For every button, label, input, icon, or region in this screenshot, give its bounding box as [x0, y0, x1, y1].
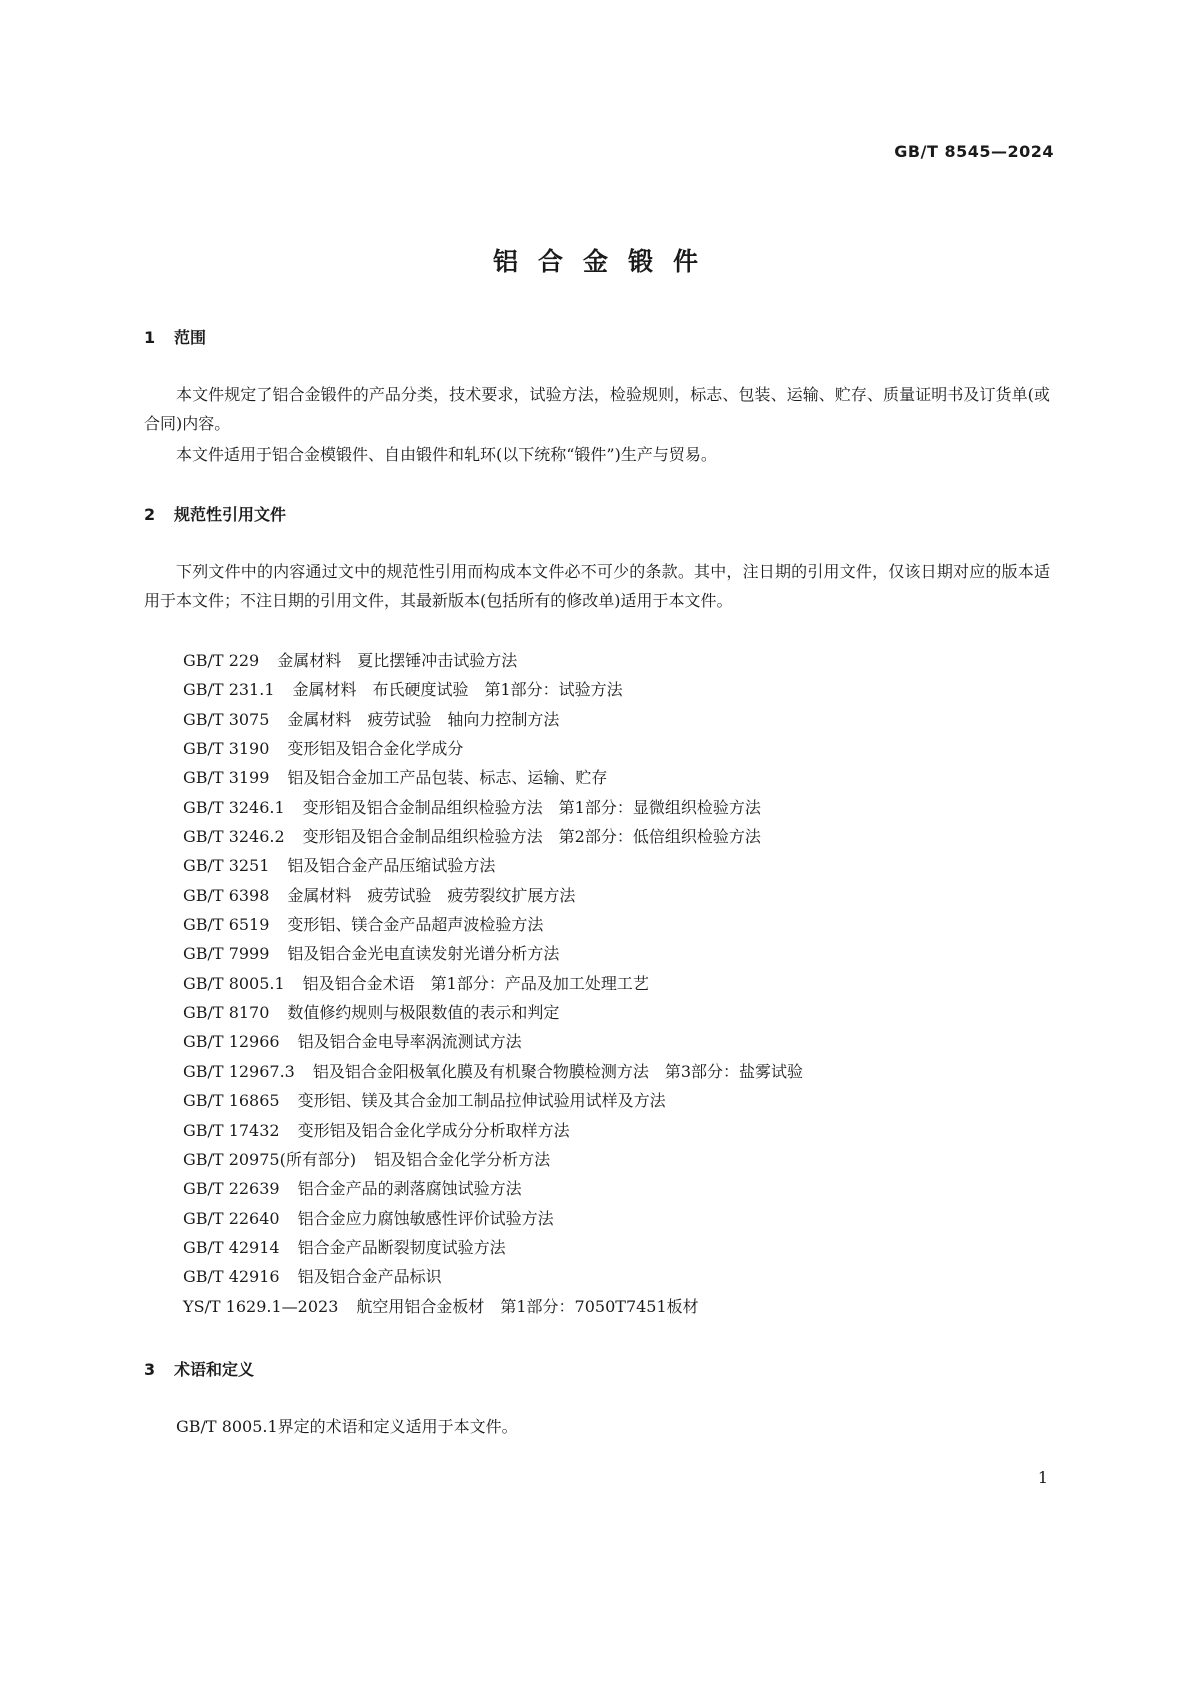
- reference-title: 金属材料 疲劳试验 疲劳裂纹扩展方法: [287, 885, 576, 905]
- reference-title: 变形铝及铝合金制品组织检验方法 第2部分：低倍组织检验方法: [302, 827, 761, 847]
- reference-code: GB/T 12967.3: [183, 1061, 295, 1081]
- reference-item: [183, 910, 803, 939]
- reference-item: [183, 969, 803, 998]
- reference-item: [183, 646, 803, 675]
- reference-title: 铝及铝合金产品压缩试验方法: [287, 856, 496, 876]
- section-heading-scope: [144, 325, 206, 348]
- section-title: 术语和定义: [174, 1360, 255, 1379]
- reference-title: 铝及铝合金加工产品包装、标志、运输、贮存: [287, 768, 608, 788]
- reference-item: [183, 851, 803, 880]
- reference-code: GB/T 3075: [183, 709, 270, 729]
- reference-item: [183, 1057, 803, 1086]
- reference-item: [183, 1262, 803, 1291]
- reference-item: [183, 1027, 803, 1056]
- reference-title: 铝及铝合金光电直读发射光谱分析方法: [287, 944, 560, 964]
- reference-item: [183, 822, 803, 851]
- reference-code: GB/T 6398: [183, 885, 270, 905]
- reference-title: 铝合金应力腐蚀敏感性评价试验方法: [297, 1208, 554, 1228]
- standard-code: GB/T 8545—2024: [894, 142, 1054, 161]
- reference-item: [183, 705, 803, 734]
- reference-code: GB/T 42916: [183, 1267, 280, 1287]
- reference-code: GB/T 17432: [183, 1120, 280, 1140]
- reference-code: GB/T 7999: [183, 944, 270, 964]
- reference-item: [183, 1292, 803, 1321]
- reference-title: 铝及铝合金产品标识: [297, 1267, 442, 1287]
- reference-item: [183, 1086, 803, 1115]
- section-number: 3: [144, 1360, 156, 1379]
- reference-title: 数值修约规则与极限数值的表示和判定: [287, 1003, 560, 1023]
- reference-code: GB/T 42914: [183, 1237, 280, 1257]
- section-title: 规范性引用文件: [174, 505, 287, 524]
- reference-code: GB/T 3246.1: [183, 797, 285, 817]
- document-title: 铝合金锻件: [492, 247, 718, 276]
- reference-code: GB/T 3246.2: [183, 827, 285, 847]
- reference-code: GB/T 12966: [183, 1032, 280, 1052]
- reference-code: GB/T 231.1: [183, 680, 275, 700]
- reference-title: 金属材料 夏比摆锤冲击试验方法: [277, 651, 518, 670]
- references-intro: 下列文件中的内容通过文中的规范性引用而构成本文件必不可少的条款。其中，注日期的引用文件，仅该日期对应的版本适用于本文件；不注日期的引用文件，其最新版本(包括所有的修改单)适用于本文件。: [144, 562, 1050, 610]
- reference-code: GB/T 16865: [183, 1091, 280, 1111]
- reference-list: [183, 646, 803, 1321]
- reference-title: 金属材料 疲劳试验 轴向力控制方法: [287, 709, 560, 729]
- reference-title: 变形铝及铝合金化学成分: [287, 739, 464, 759]
- reference-title: 铝及铝合金术语 第1部分：产品及加工处理工艺: [302, 973, 649, 993]
- terms-paragraph: GB/T 8005.1界定的术语和定义适用于本文件。: [176, 1417, 518, 1436]
- page-number: 1: [1037, 1468, 1048, 1487]
- reference-code: GB/T 3199: [183, 768, 270, 788]
- section-number: 1: [144, 328, 156, 347]
- reference-title: 变形铝、镁及其合金加工制品拉伸试验用试样及方法: [297, 1091, 666, 1111]
- reference-item: [183, 881, 803, 910]
- reference-item: [183, 1116, 803, 1145]
- reference-item: [183, 734, 803, 763]
- section-title: 范围: [174, 328, 207, 347]
- reference-title: 铝及铝合金阳极氧化膜及有机聚合物膜检测方法 第3部分：盐雾试验: [312, 1061, 804, 1081]
- reference-title: 变形铝、镁合金产品超声波检验方法: [287, 915, 544, 935]
- reference-code: GB/T 8170: [183, 1003, 270, 1023]
- reference-code: GB/T 22639: [183, 1179, 280, 1199]
- reference-code: GB/T 22640: [183, 1208, 280, 1228]
- reference-item: [183, 939, 803, 968]
- reference-code: GB/T 3251: [183, 856, 270, 876]
- reference-code: YS/T 1629.1—2023: [183, 1296, 339, 1316]
- reference-code: GB/T 20975(所有部分): [183, 1149, 357, 1169]
- reference-title: 铝合金产品断裂韧度试验方法: [297, 1237, 506, 1257]
- reference-item: [183, 1145, 803, 1174]
- reference-title: 变形铝及铝合金化学成分分析取样方法: [297, 1120, 570, 1140]
- reference-code: GB/T 8005.1: [183, 973, 285, 993]
- reference-code: GB/T 6519: [183, 915, 270, 935]
- reference-title: 航空用铝合金板材 第1部分：7050T7451板材: [356, 1296, 699, 1316]
- reference-title: 铝及铝合金化学分析方法: [374, 1149, 551, 1169]
- scope-paragraph-2: 本文件适用于铝合金模锻件、自由锻件和轧环(以下统称“锻件”)生产与贸易。: [176, 445, 717, 464]
- section-heading-normative-references: [144, 502, 286, 525]
- reference-item: [183, 1174, 803, 1203]
- reference-item: [183, 1233, 803, 1262]
- reference-title: 铝及铝合金电导率涡流测试方法: [297, 1032, 522, 1052]
- section-heading-terms: [144, 1357, 254, 1380]
- reference-title: 铝合金产品的剥落腐蚀试验方法: [297, 1179, 522, 1199]
- reference-item: [183, 1204, 803, 1233]
- reference-item: [183, 763, 803, 792]
- reference-item: [183, 675, 803, 704]
- section-number: 2: [144, 505, 156, 524]
- reference-title: 金属材料 布氏硬度试验 第1部分：试验方法: [292, 680, 623, 700]
- scope-paragraph-1: 本文件规定了铝合金锻件的产品分类，技术要求，试验方法，检验规则，标志、包装、运输、贮存、质量证明书及订货单(或合同)内容。: [144, 385, 1050, 433]
- reference-item: [183, 998, 803, 1027]
- reference-code: GB/T 3190: [183, 739, 270, 759]
- reference-code: GB/T 229: [183, 651, 260, 670]
- reference-title: 变形铝及铝合金制品组织检验方法 第1部分：显微组织检验方法: [302, 797, 761, 817]
- reference-item: [183, 793, 803, 822]
